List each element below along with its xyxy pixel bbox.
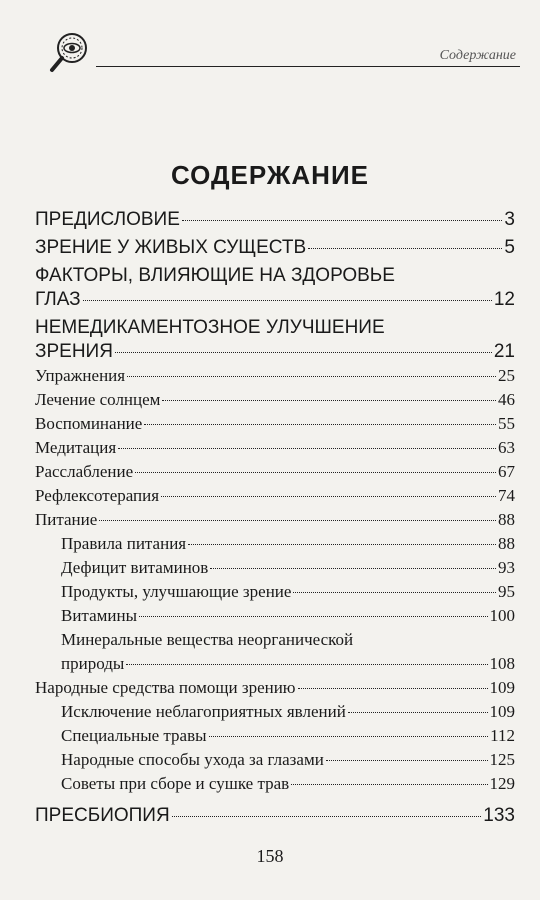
toc-title: Народные средства помощи зрению	[35, 678, 296, 697]
toc-title: Упражнения	[35, 366, 126, 385]
toc-page: 125	[489, 750, 515, 769]
toc-title: Рефлексотерапия	[35, 486, 160, 505]
toc-title: Питание	[35, 510, 98, 529]
toc-title: Дефицит витаминов	[61, 558, 209, 577]
dot-leader	[172, 816, 482, 817]
toc-title-cont: природы	[61, 654, 125, 673]
toc-title-cont: ЗРЕНИЯ	[35, 341, 113, 362]
toc-page: 129	[489, 774, 515, 793]
toc-entry[interactable]	[35, 628, 515, 676]
table-of-contents	[35, 204, 515, 828]
dot-leader	[115, 352, 492, 353]
toc-page: 133	[483, 805, 515, 826]
toc-page: 74	[498, 486, 515, 505]
toc-entry[interactable]	[35, 556, 515, 580]
dot-leader	[210, 568, 496, 569]
dot-leader	[135, 472, 496, 473]
page-number: 158	[256, 846, 284, 866]
toc-title: Народные способы ухода за глазами	[61, 750, 324, 769]
page-header	[40, 28, 520, 78]
toc-title: Воспоминание	[35, 414, 143, 433]
toc-entry[interactable]	[35, 508, 515, 532]
dot-leader	[188, 544, 496, 545]
dot-leader	[308, 248, 502, 249]
toc-title: ПРЕСБИОПИЯ	[35, 805, 170, 826]
running-header: Содержание	[439, 48, 516, 63]
toc-page: 108	[489, 654, 515, 673]
toc-title: Специальные травы	[61, 726, 207, 745]
dot-leader	[291, 784, 487, 785]
toc-title: НЕМЕДИКАМЕНТОЗНОЕ УЛУЧШЕНИЕ	[35, 317, 385, 338]
page-title: СОДЕРЖАНИЕ	[171, 160, 369, 190]
toc-page: 25	[498, 366, 515, 385]
toc-page: 112	[490, 726, 515, 745]
toc-page: 109	[489, 678, 515, 697]
toc-entry[interactable]	[35, 580, 515, 604]
toc-title: ФАКТОРЫ, ВЛИЯЮЩИЕ НА ЗДОРОВЬЕ	[35, 265, 395, 286]
toc-entry[interactable]	[35, 436, 515, 460]
toc-entry[interactable]	[35, 388, 515, 412]
toc-page: 100	[489, 606, 515, 625]
toc-entry[interactable]	[35, 804, 515, 828]
toc-page: 46	[498, 390, 515, 409]
toc-title: ЗРЕНИЕ У ЖИВЫХ СУЩЕСТВ	[35, 237, 307, 258]
eye-magnifier-icon	[48, 30, 92, 74]
dot-leader	[348, 712, 488, 713]
toc-page: 93	[498, 558, 515, 577]
toc-title: Минеральные вещества неорганической	[61, 630, 354, 649]
toc-page: 63	[498, 438, 515, 457]
toc-entry[interactable]	[35, 412, 515, 436]
toc-page: 67	[498, 462, 515, 481]
toc-page: 55	[498, 414, 515, 433]
toc-title: Витамины	[61, 606, 137, 625]
dot-leader	[182, 220, 503, 221]
toc-title: ПРЕДИСЛОВИЕ	[35, 209, 180, 230]
toc-page: 95	[498, 582, 515, 601]
toc-title: Лечение солнцем	[35, 390, 161, 409]
toc-title: Исключение неблагоприятных явлений	[61, 702, 346, 721]
toc-entry[interactable]	[35, 748, 515, 772]
toc-page: 109	[489, 702, 515, 721]
dot-leader	[298, 688, 488, 689]
toc-entry[interactable]	[35, 532, 515, 556]
toc-entry[interactable]	[35, 208, 515, 232]
dot-leader	[326, 760, 488, 761]
toc-page: 21	[493, 341, 515, 362]
toc-title: Медитация	[35, 438, 117, 457]
toc-entry[interactable]	[35, 484, 515, 508]
toc-page: 88	[498, 510, 515, 529]
toc-page: 3	[504, 209, 515, 230]
toc-entry[interactable]	[35, 236, 515, 260]
toc-page: 12	[493, 289, 515, 310]
dot-leader	[209, 736, 489, 737]
dot-leader	[127, 376, 496, 377]
dot-leader	[161, 496, 496, 497]
toc-entry[interactable]	[35, 676, 515, 700]
toc-page: 5	[504, 237, 515, 258]
toc-entry[interactable]	[35, 460, 515, 484]
dot-leader	[144, 424, 496, 425]
dot-leader	[99, 520, 496, 521]
header-rule	[96, 66, 520, 67]
toc-entry[interactable]	[35, 316, 515, 364]
toc-title-cont: ГЛАЗ	[35, 289, 81, 310]
toc-entry[interactable]	[35, 772, 515, 796]
toc-entry[interactable]	[35, 724, 515, 748]
dot-leader	[126, 664, 487, 665]
toc-entry[interactable]	[35, 364, 515, 388]
dot-leader	[118, 448, 496, 449]
toc-title: Продукты, улучшающие зрение	[61, 582, 292, 601]
dot-leader	[139, 616, 488, 617]
dot-leader	[293, 592, 496, 593]
toc-entry[interactable]	[35, 604, 515, 628]
toc-page: 88	[498, 534, 515, 553]
toc-entry[interactable]	[35, 264, 515, 312]
toc-title: Правила питания	[61, 534, 187, 553]
dot-leader	[83, 300, 492, 301]
toc-title: Расслабление	[35, 462, 134, 481]
dot-leader	[162, 400, 496, 401]
toc-title: Советы при сборе и сушке трав	[61, 774, 290, 793]
toc-entry[interactable]	[35, 700, 515, 724]
